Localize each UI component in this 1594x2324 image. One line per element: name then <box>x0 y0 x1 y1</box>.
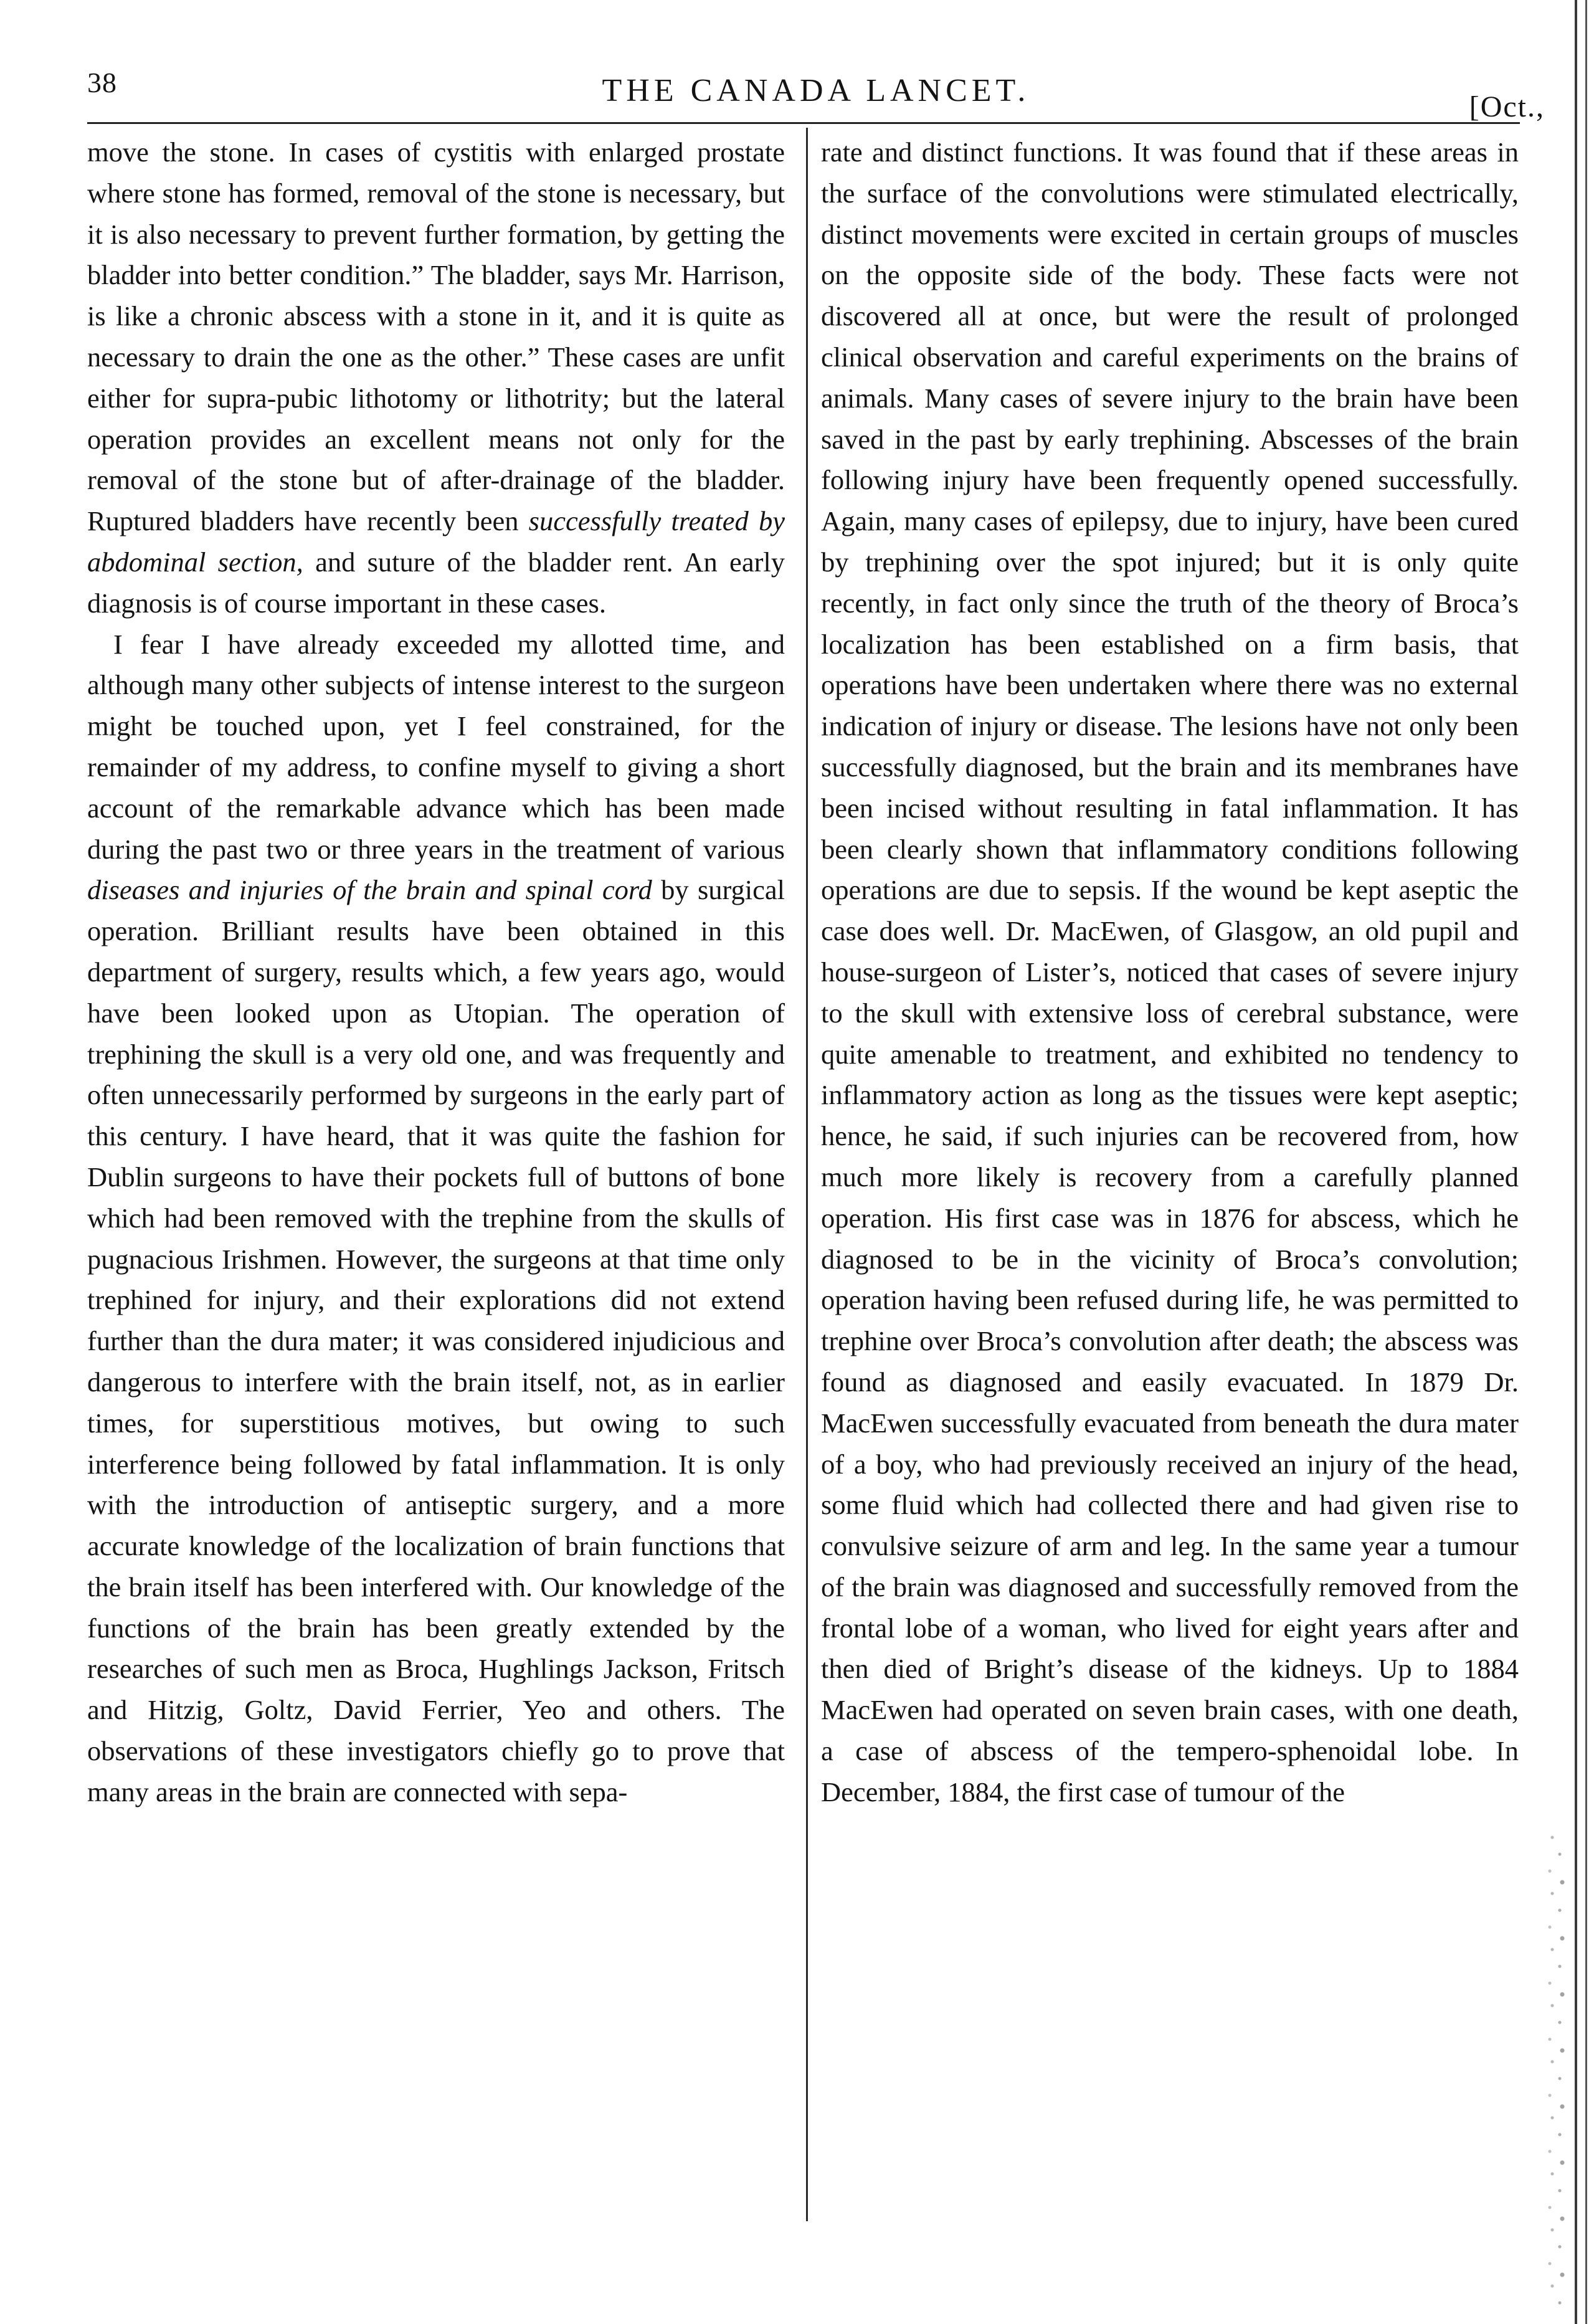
italic-phrase: diseases and injuries of the brain and spinal cord <box>87 874 652 906</box>
paragraph-text: I fear I have already exceeded my allotted time, and although many other subjects of intense interest to the surgeon might be touched upon, yet I feel constrained, for the remainder of my address, to confine myself to giving a short account of the remarkable advance which has been made during the past two or three years in the treatment of various <box>87 628 785 865</box>
issue-month: [Oct., <box>1469 90 1545 123</box>
paragraph-text: rate and distinct functions. It was found that if these areas in the surface of the convolutions were stimulated electrically, distinct movements were excited in certain groups of muscles on the opposite side of the body. These facts were not discovered all at once, but were the result of prolonged clinical observation and careful experiments on the brains of animals. Many cases of severe injury to the brain have been saved in the past by early trephining. Abscesses of the brain following injury have been frequently opened successfully. Again, many cases of epilepsy, due to injury, have been cured by trephining over the spot injured; but it is only quite recently, in fact only since the truth of the theory of Broca’s localization has been established on a firm basis, that operations have been undertaken where there was no external indication of injury or disease. The lesions have not only been successfully diagnosed, but the brain and its membranes have been incised without resulting in fatal inflammation. It has been clearly shown that inflammatory conditions following operations are due to sepsis. If the wound be kept aseptic the case does well. Dr. MacEwen, of Glasgow, an old pupil and house-surgeon of Lister’s, noticed that cases of severe injury to the skull with extensive loss of cerebral substance, were quite amenable to treatment, and exhibited no tendency to inflammatory action as long as the tissues were kept aseptic; hence, he said, if such injuries can be recovered from, how much more likely is recovery from a carefully planned operation. His first case was in 1876 for abscess, which he diagnosed to be in the vicinity of Broca’s convolution; operation having been refused during life, he was permitted to trephine over Broca’s convolution after death; the abscess was found as diagnosed and easily evacuated. In 1879 Dr. MacEwen successfully evacuated from beneath the dura mater of a boy, who had previously received an injury of the head, some fluid which had collected there and had given rise to convulsive seizure of arm and leg. In the same year a tumour of the brain was diagnosed and successfully removed from the frontal lobe of a woman, who lived for eight years after and then died of Bright’s disease of the kidneys. Up to 1884 MacEwen had operated on seven brain cases, with one death, a case of abscess of the tempero-sphenoidal lobe. In December, 1884, the first case of tumour of the <box>821 136 1519 1807</box>
paragraph-text: and suture of the bladder rent. An early diagnosis is of course important in these cases. <box>87 546 785 619</box>
binding-edge-line <box>1575 0 1577 2324</box>
italic-phrase: successfully treated by abdominal section, <box>87 505 785 578</box>
header-rule <box>87 122 1520 124</box>
journal-title: THE CANADA LANCET. <box>602 73 1030 108</box>
edge-specks <box>1545 1832 1570 2305</box>
paragraph <box>821 132 1519 1813</box>
paragraph <box>87 624 785 1813</box>
right-column <box>821 132 1519 1813</box>
paragraph-text: move the stone. In cases of cystitis with enlarged prostate where stone has formed, removal of the stone is necessary, but it is also necessary to prevent further formation, by getting the bladder into better condition.” The bladder, says Mr. Harrison, is like a chronic abscess with a stone in it, and it is quite as necessary to drain the one as the other.” These cases are unfit either for supra-pubic lithotomy or lithotrity; but the lateral operation provides an excellent means not only for the removal of the stone but of after-drainage of the bladder. Ruptured bladders have recently been <box>87 136 785 537</box>
paragraph <box>87 132 785 624</box>
left-column <box>87 132 785 1813</box>
column-divider <box>806 128 808 2221</box>
paragraph-text: by surgical operation. Brilliant results have been obtained in this department of surgery, results which, a few years ago, would have been looked upon as Utopian. The operation of trephining the skull is a very old one, and was frequently and often unnecessarily performed by surgeons in the early part of this century. I have heard, that it was quite the fashion for Dublin surgeons to have their pockets full of buttons of bone which had been removed with the trephine from the skulls of pugnacious Irishmen. However, the surgeons at that time only trephined for injury, and their explorations did not extend further than the dura mater; it was considered injudicious and dangerous to interfere with the brain itself, not, as in earlier times, for superstitious motives, but owing to such interference being followed by fatal inflammation. It is only with the introduction of antiseptic surgery, and a more accurate knowledge of the localization of brain functions that the brain itself has been interfered with. Our knowledge of the functions of the brain has been greatly extended by the researches of such men as Broca, Hughlings Jackson, Fritsch and Hitzig, Goltz, David Ferrier, Yeo and others. The observations of these investigators chiefly go to prove that many areas in the brain are connected with sepa- <box>87 874 785 1807</box>
binding-edge-line <box>1585 0 1587 2324</box>
running-header <box>87 62 1545 123</box>
page-number: 38 <box>87 67 117 98</box>
